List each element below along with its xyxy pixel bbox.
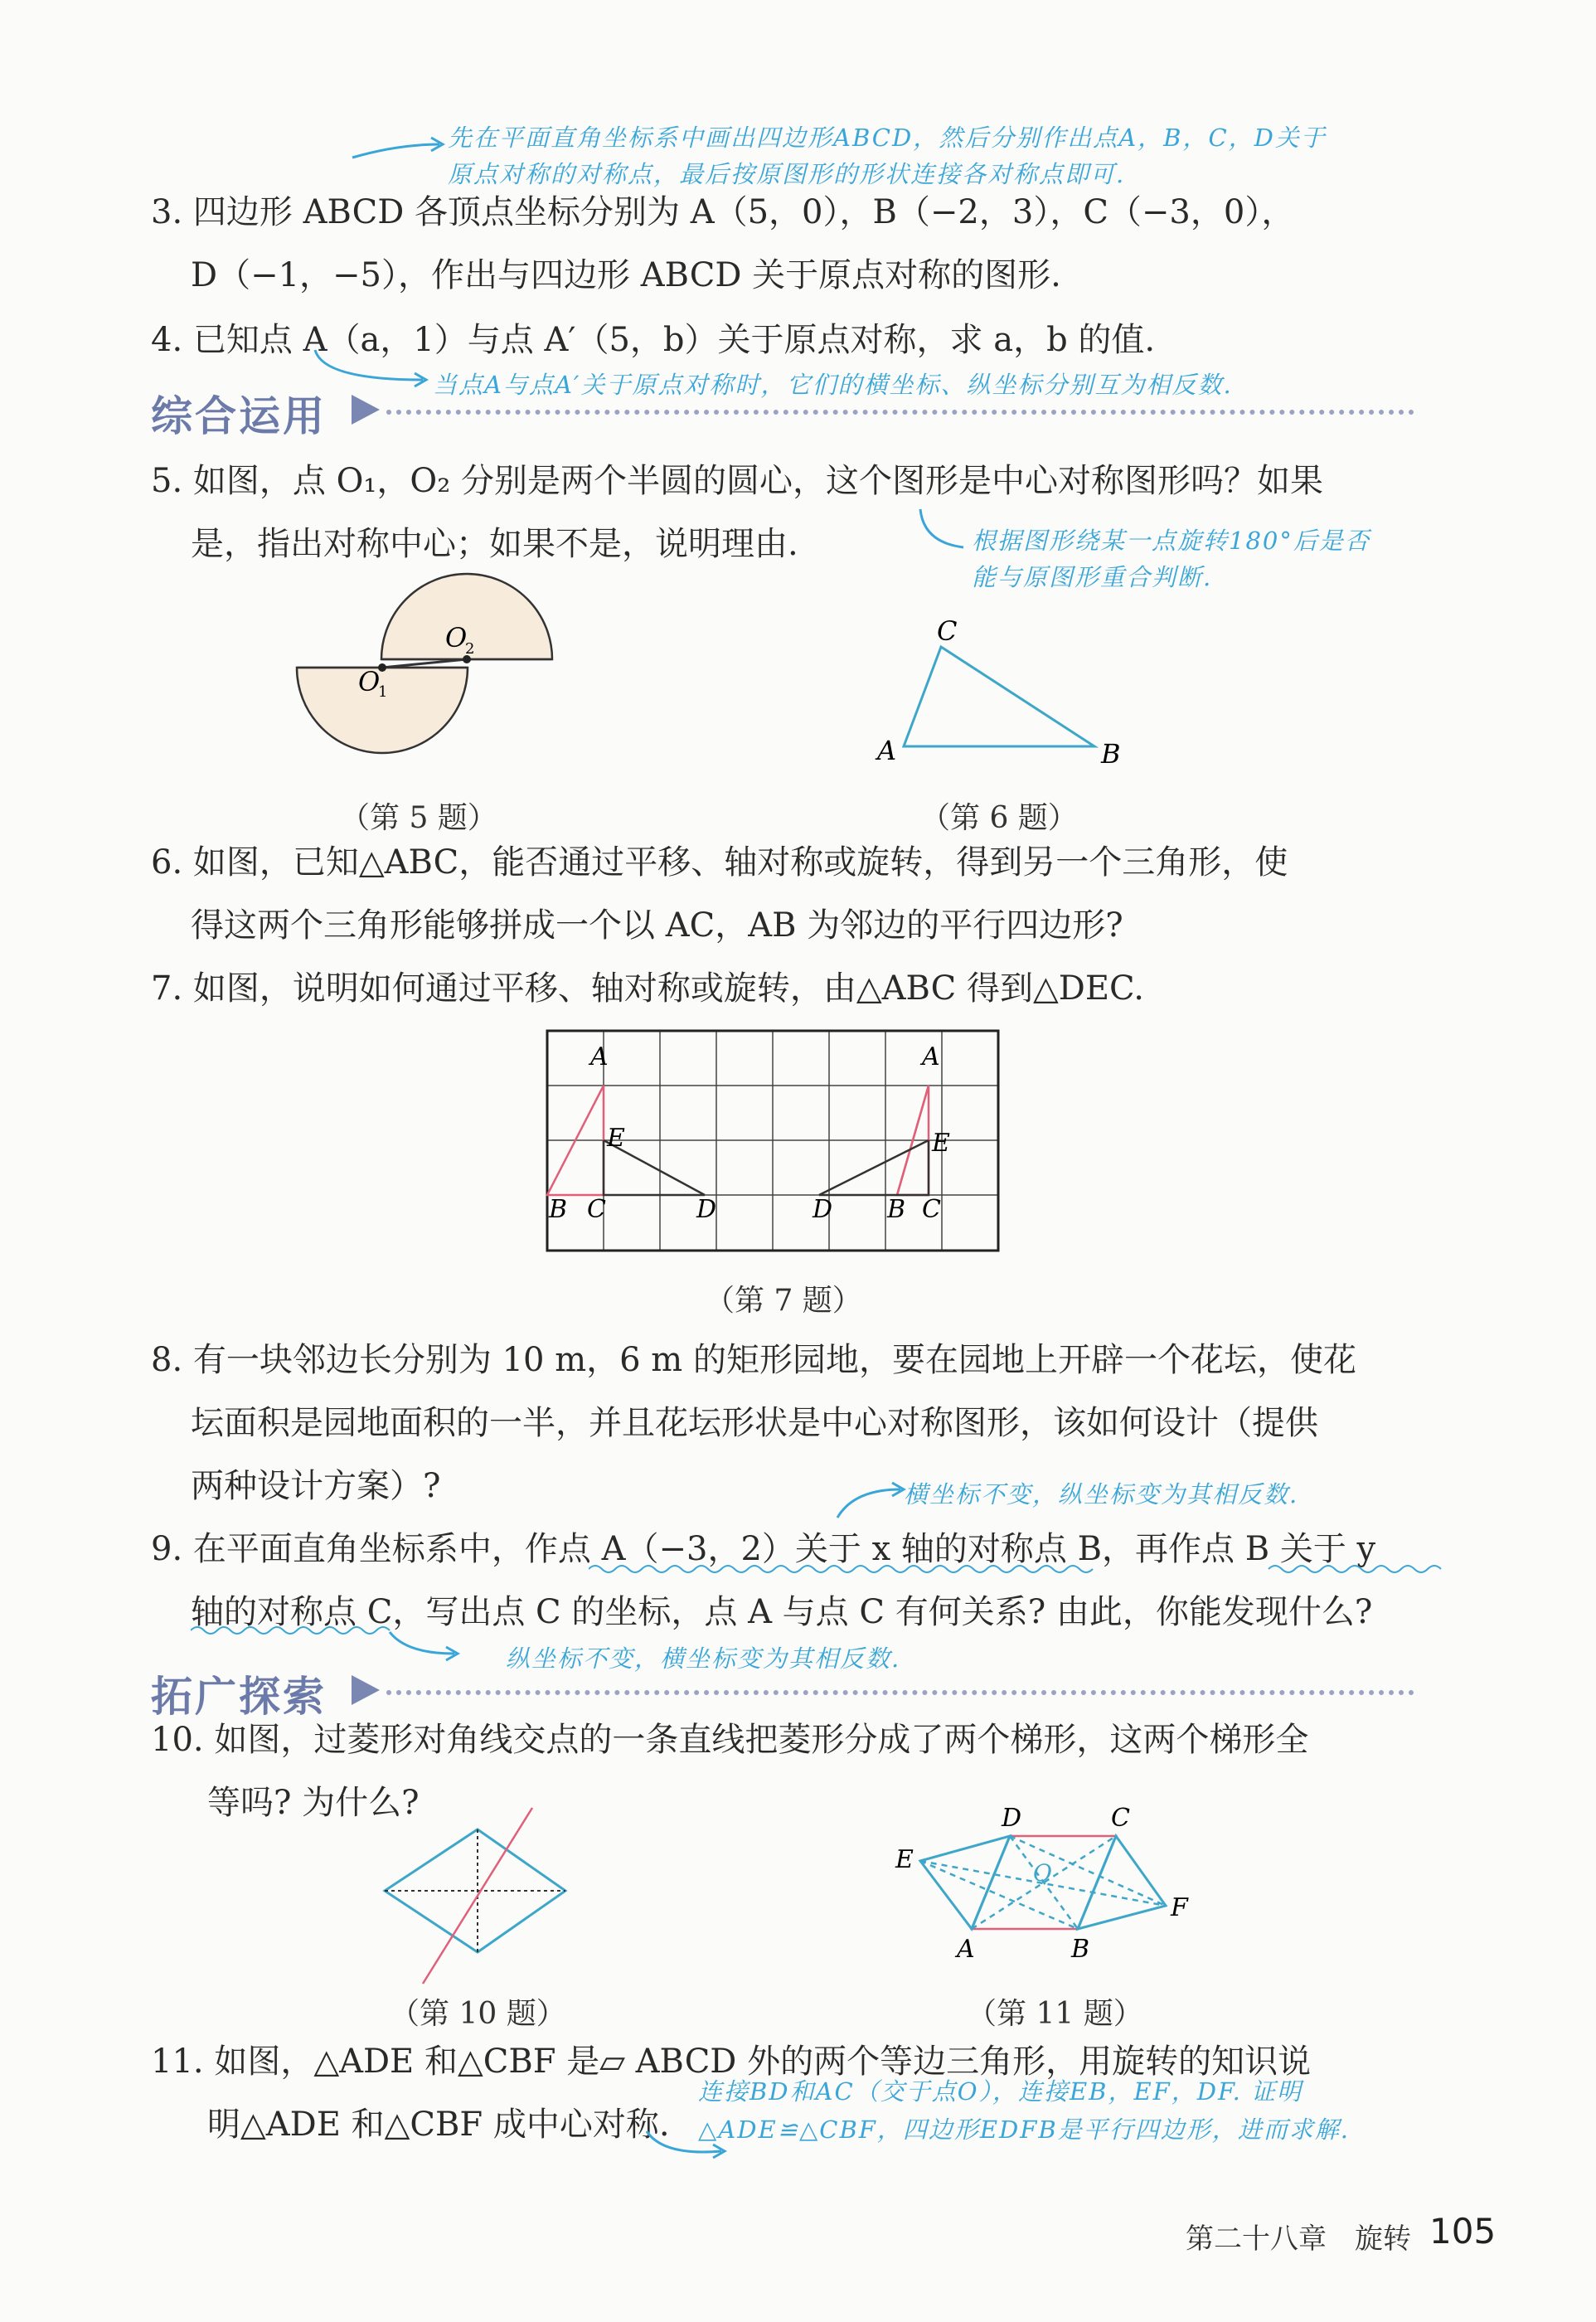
note-q3-line1: 先在平面直角坐标系中画出四边形ABCD，然后分别作出点A，B，C，D关于 [448, 124, 1327, 152]
section-title-extension: 拓广探索 [151, 1673, 327, 1721]
section-divider [386, 410, 1414, 415]
triangle-ABC [904, 647, 1094, 746]
page-number: 105 [1429, 2211, 1497, 2252]
section-triangle-icon [352, 1675, 380, 1705]
question-3-line2: D（−1，−5），作出与四边形 ABCD 关于原点对称的图形. [191, 256, 1061, 294]
question-8-line2: 坛面积是园地面积的一半，并且花坛形状是中心对称图形，该如何设计（提供 [191, 1404, 1318, 1442]
note-arrow-icon [638, 2123, 738, 2164]
question-11-line1: 11. 如图，△ADE 和△CBF 是▱ ABCD 外的两个等边三角形，用旋转的知识说 [151, 2043, 1312, 2081]
label-C-left: C [587, 1195, 606, 1224]
label-D: D [1002, 1804, 1022, 1833]
label-O1: O [358, 666, 381, 697]
note-q5-line1: 根据图形绕某一点旋转180°后是否 [972, 527, 1370, 555]
label-O2-sub: 2 [465, 640, 475, 658]
figure-7-grid [539, 1027, 1003, 1259]
label-B: B [1101, 738, 1121, 770]
label-C: C [937, 615, 958, 647]
note-q11-line1: 连接BD和AC（交于点O），连接EB，EF，DF. 证明 [698, 2077, 1303, 2106]
figure-6-triangle [862, 614, 1144, 780]
label-F: F [1171, 1893, 1188, 1922]
triangle-ADE [920, 1836, 1010, 1929]
section-divider [386, 1690, 1414, 1695]
note-q4: 当点A与点A′关于原点对称时，它们的横坐标、纵坐标分别互为相反数. [433, 371, 1233, 399]
label-D-right: D [813, 1195, 833, 1224]
question-7: 7. 如图，说明如何通过平移、轴对称或旋转，由△ABC 得到△DEC. [151, 969, 1144, 1008]
label-B-left: B [549, 1195, 568, 1224]
note-q9a: 横坐标不变，纵坐标变为其相反数. [904, 1480, 1299, 1508]
note-arrow-icon [348, 133, 448, 166]
question-10-line2: 等吗? 为什么? [207, 1784, 420, 1822]
triangle-CBF [1078, 1836, 1166, 1929]
caption-figure-7: （第 7 题） [705, 1284, 862, 1318]
note-arrow-icon [307, 347, 439, 388]
question-3-line1: 3. 四边形 ABCD 各顶点坐标分别为 A（5，0），B（−2，3），C（−3，0）， [151, 193, 1295, 231]
note-arrow-icon [912, 506, 978, 556]
figure-11-parallelogram [887, 1800, 1219, 1965]
label-E-left: E [607, 1124, 625, 1153]
wavy-underline [589, 1561, 1451, 1577]
triangle-DEC-right [819, 1140, 929, 1195]
question-9-line1: 9. 在平面直角坐标系中，作点 A（−3，2）关于 x 轴的对称点 B，再作点 B 关于 y [151, 1530, 1376, 1568]
label-A-left: A [590, 1042, 609, 1071]
caption-figure-6: （第 6 题） [920, 801, 1078, 835]
label-B-right: B [887, 1195, 906, 1224]
note-q5-line2: 能与原图形重合判断. [972, 563, 1213, 591]
caption-figure-11: （第 11 题） [967, 1997, 1143, 2031]
label-A: A [877, 735, 897, 766]
question-8-line1: 8. 有一块邻边长分别为 10 m，6 m 的矩形园地，要在园地上开辟一个花坛，使花 [151, 1341, 1356, 1379]
question-6-line1: 6. 如图，已知△ABC，能否通过平移、轴对称或旋转，得到另一个三角形，使 [151, 843, 1288, 882]
caption-figure-10: （第 10 题） [390, 1997, 566, 2031]
note-arrow-icon [829, 1474, 912, 1524]
section-triangle-icon [352, 395, 380, 425]
footer-chapter: 第二十八章 旋转 [1186, 2222, 1411, 2256]
question-4: 4. 已知点 A（a，1）与点 A′（5，b）关于原点对称，求 a，b 的值. [151, 321, 1156, 359]
cutting-line [423, 1808, 532, 1984]
label-O1-sub: 1 [378, 683, 388, 701]
caption-figure-5: （第 5 题） [340, 801, 497, 835]
label-C: C [1111, 1804, 1130, 1833]
label-D-left: D [696, 1195, 717, 1224]
question-10-line1: 10. 如图，过菱形对角线交点的一条直线把菱形分成了两个梯形，这两个梯形全 [151, 1721, 1309, 1759]
label-A: A [957, 1935, 975, 1964]
wavy-underline [191, 1624, 473, 1665]
section-title-comprehensive: 综合运用 [151, 392, 327, 440]
question-8-line3: 两种设计方案）? [191, 1467, 441, 1505]
note-q9b: 纵坐标不变，横坐标变为其相反数. [506, 1644, 901, 1673]
label-O2: O [445, 622, 468, 653]
figure-10-rhombus [373, 1800, 580, 1990]
semicircle-lower [297, 668, 468, 753]
label-O: O [1033, 1859, 1052, 1887]
label-A-right: A [922, 1042, 940, 1071]
label-B: B [1071, 1935, 1090, 1964]
question-11-line2: 明△ADE 和△CBF 成中心对称. [207, 2106, 670, 2144]
question-5-line2: 是，指出对称中心；如果不是，说明理由. [191, 525, 798, 563]
question-6-line2: 得这两个三角形能够拼成一个以 AC，AB 为邻边的平行四边形? [191, 906, 1123, 945]
question-5-line1: 5. 如图，点 O₁，O₂ 分别是两个半圆的圆心，这个图形是中心对称图形吗？如果 [151, 462, 1323, 500]
question-9-line2: 轴的对称点 C，写出点 C 的坐标，点 A 与点 C 有何关系? 由此，你能发现什么? [191, 1593, 1373, 1631]
label-C-right: C [922, 1195, 941, 1224]
figure-5-semicircles [282, 572, 564, 763]
note-q3-line2: 原点对称的对称点，最后按原图形的形状连接各对称点即可. [448, 160, 1126, 188]
label-E-right: E [932, 1129, 950, 1158]
label-E: E [895, 1845, 914, 1874]
note-q11-line2: △ADE≌△CBF，四边形EDFB是平行四边形，进而求解. [698, 2116, 1350, 2144]
